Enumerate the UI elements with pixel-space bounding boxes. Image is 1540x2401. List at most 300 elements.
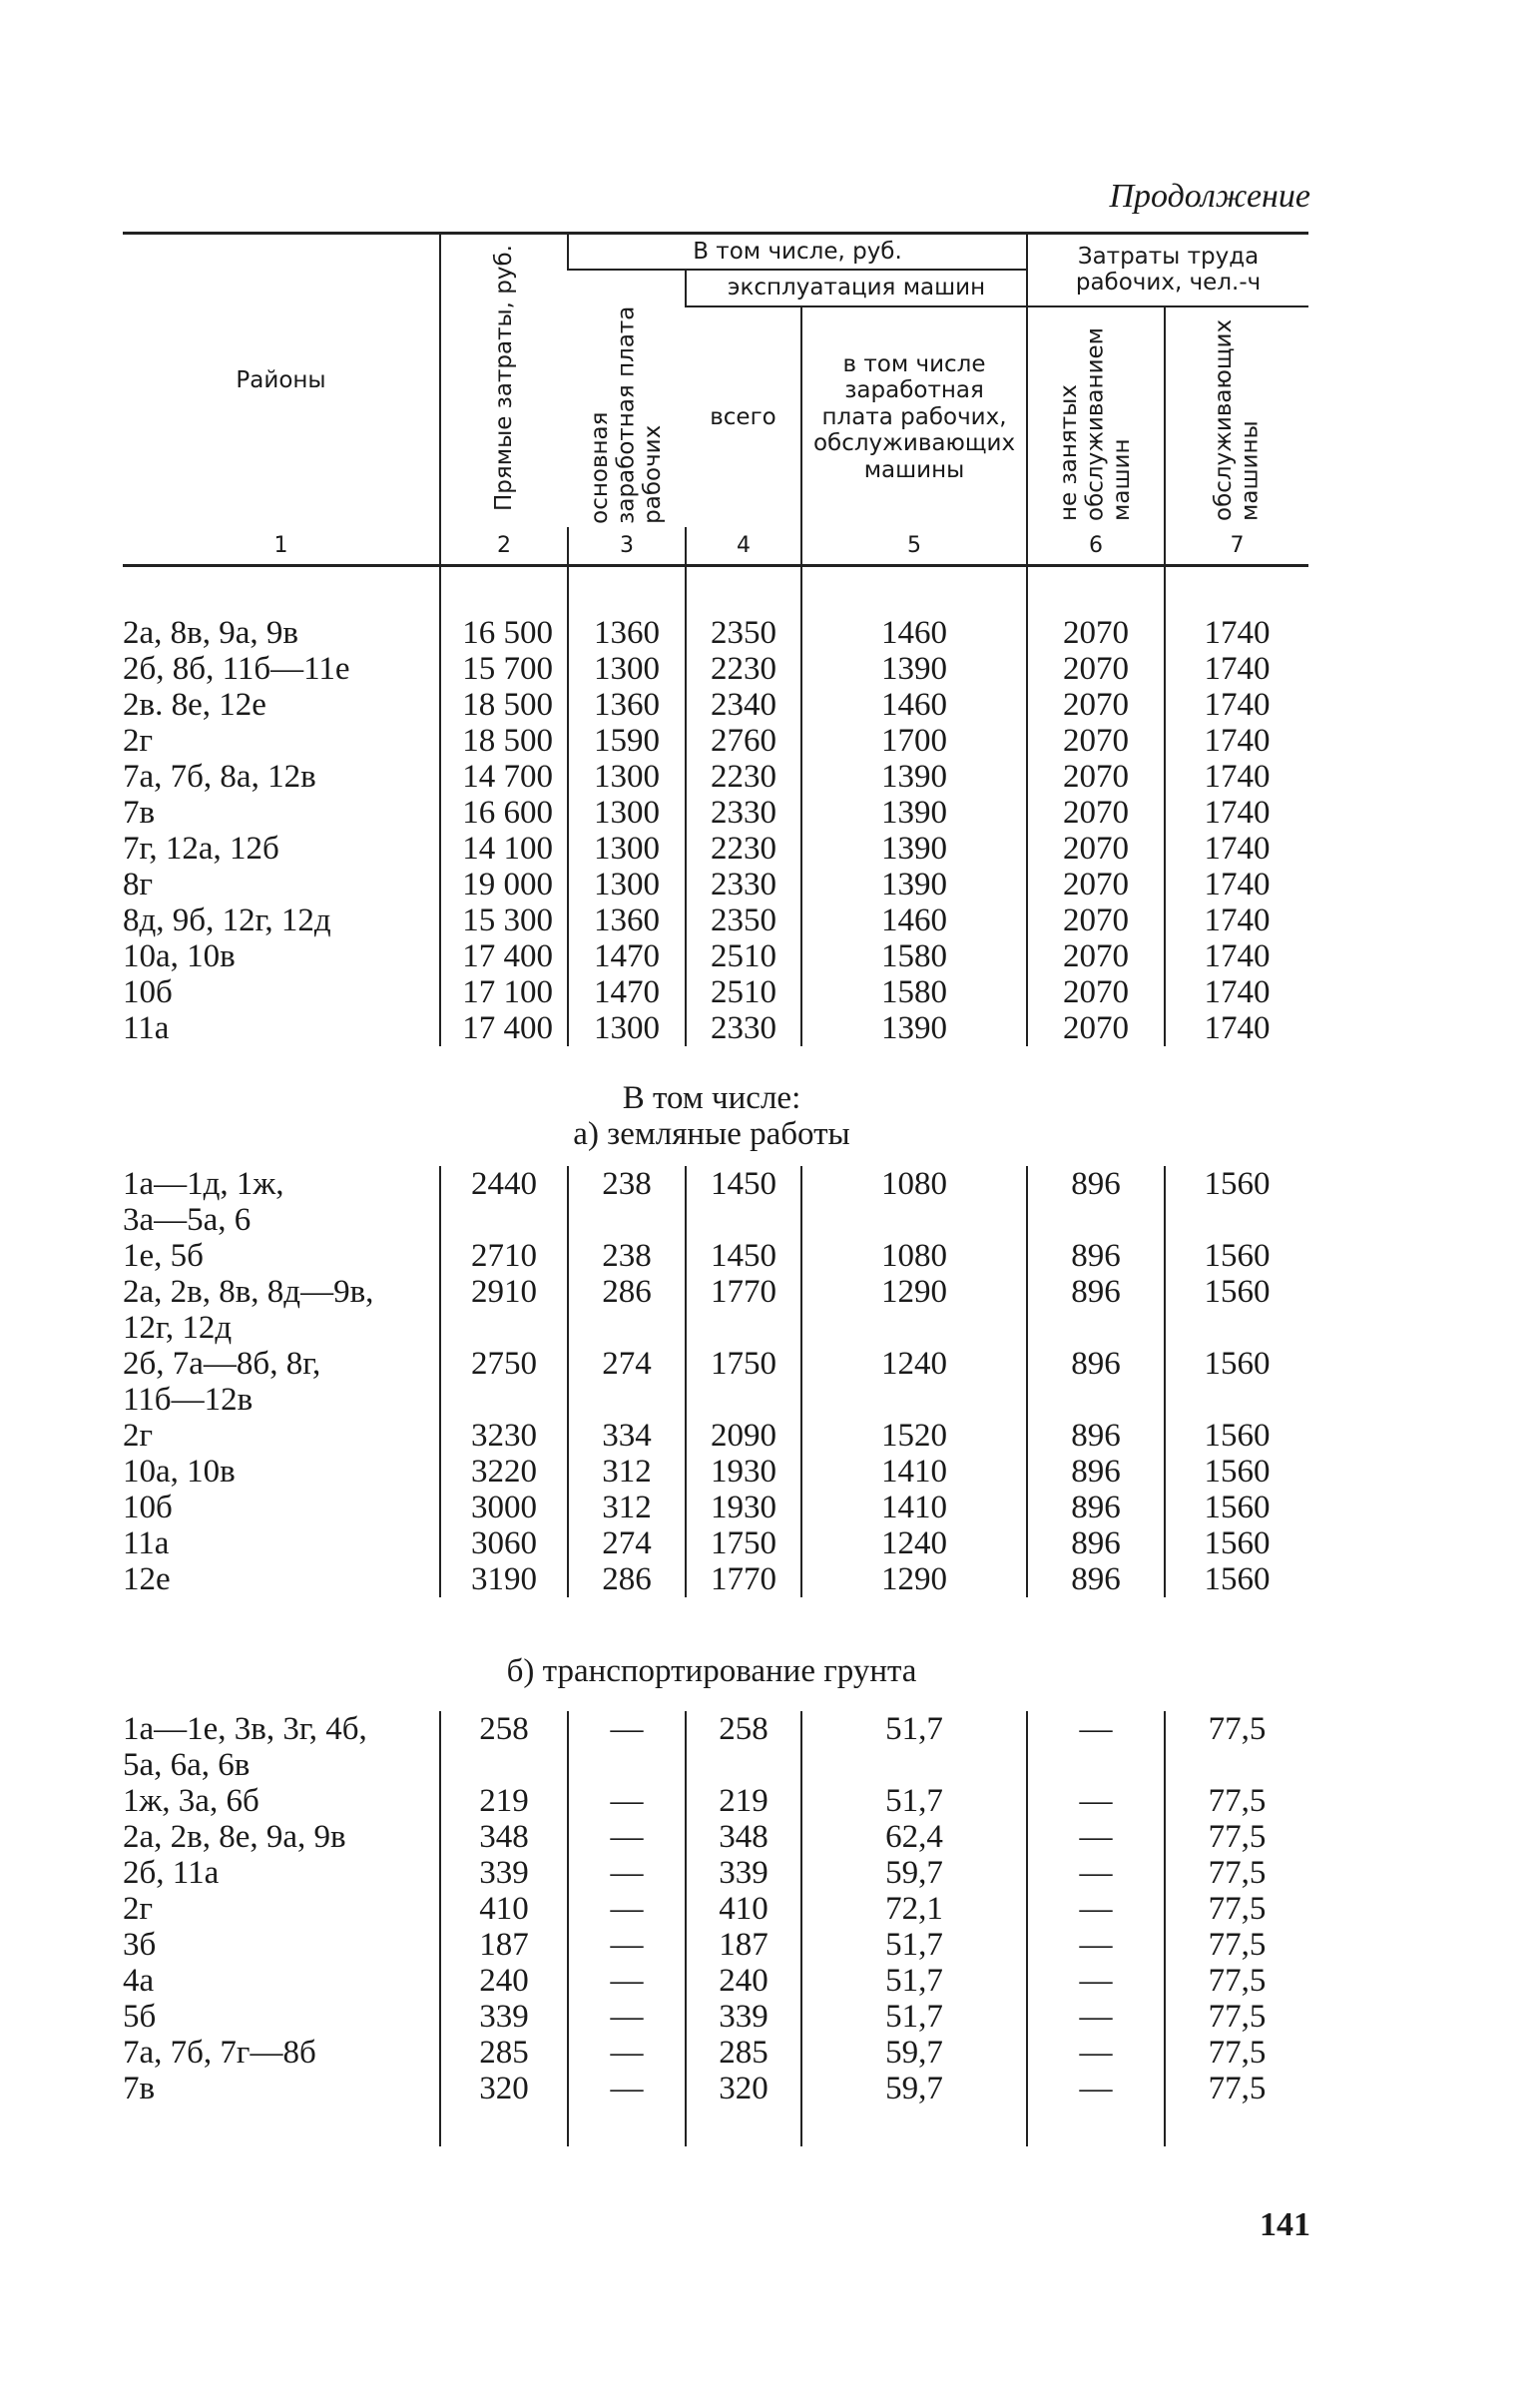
header-vsego: всего xyxy=(710,403,776,430)
cell-value: 17 400 xyxy=(440,1010,568,1046)
cell-value: — xyxy=(568,1783,686,1819)
cell-value: 1770 xyxy=(686,1561,801,1597)
region-name: 2а, 2в, 8в, 8д—9в, xyxy=(123,1274,374,1311)
table-row xyxy=(123,1310,1308,1346)
cell-value xyxy=(1165,1310,1308,1346)
cell-value: 896 xyxy=(1027,1346,1165,1382)
cell-value: 1580 xyxy=(801,974,1027,1010)
cell-value: 238 xyxy=(568,1238,686,1274)
cell-value: 2070 xyxy=(1027,867,1165,902)
cell-value: 1740 xyxy=(1165,759,1308,795)
cell-value: 1240 xyxy=(801,1346,1027,1382)
cell-value: — xyxy=(1027,1711,1165,1747)
cell-value: — xyxy=(1027,1783,1165,1819)
cell-value: 2330 xyxy=(686,867,801,902)
cell-value xyxy=(1027,1747,1165,1783)
cell-value: 1080 xyxy=(801,1238,1027,1274)
cell-value: 59,7 xyxy=(801,2071,1027,2146)
table-row xyxy=(123,1525,1308,1561)
cell-value: 1740 xyxy=(1165,974,1308,1010)
cell-value: 1700 xyxy=(801,723,1027,759)
cell-value: — xyxy=(568,1819,686,1855)
cell-value: 3230 xyxy=(440,1418,568,1454)
region-name: 10б xyxy=(123,1490,173,1526)
region-name: 11а xyxy=(123,1525,170,1562)
region-name: 3а—5а, 6 xyxy=(123,1202,252,1239)
cell-value: 1740 xyxy=(1165,651,1308,687)
table-row xyxy=(123,1561,1308,1597)
cell-value: 2710 xyxy=(440,1238,568,1274)
region-name: 7в xyxy=(123,2071,156,2107)
cell-value: 2090 xyxy=(686,1418,801,1454)
region-name: 7а, 7б, 7г—8б xyxy=(123,2035,316,2072)
cell-value: 51,7 xyxy=(801,1963,1027,1999)
cell-value: 274 xyxy=(568,1346,686,1382)
region-name: 2б, 7а—8б, 8г, xyxy=(123,1346,321,1383)
cell-value: 258 xyxy=(686,1711,801,1747)
cell-value: — xyxy=(568,1855,686,1891)
cell-value: — xyxy=(568,1711,686,1747)
section-caption-row xyxy=(123,1597,1308,1711)
cell-value: 1360 xyxy=(568,687,686,723)
region-name: 8д, 9б, 12г, 12д xyxy=(123,902,331,939)
table-row xyxy=(123,1819,1308,1855)
cell-value: 3060 xyxy=(440,1525,568,1561)
cell-value: 339 xyxy=(686,1855,801,1891)
cell-value: 1560 xyxy=(1165,1490,1308,1525)
cell-value: 320 xyxy=(686,2071,801,2146)
cell-value xyxy=(1165,1202,1308,1238)
cell-value: 1560 xyxy=(1165,1166,1308,1202)
cell-value: 348 xyxy=(440,1819,568,1855)
table-row xyxy=(123,1711,1308,1747)
region-name: 7а, 7б, 8а, 12в xyxy=(123,759,316,796)
cell-value: 17 100 xyxy=(440,974,568,1010)
cell-value: 2070 xyxy=(1027,795,1165,831)
table-row xyxy=(123,1238,1308,1274)
section-caption: а) земляные работы xyxy=(573,1116,850,1153)
header-osnovnaya: основная заработная плата рабочих xyxy=(586,305,666,525)
cell-value: 274 xyxy=(568,1525,686,1561)
region-name: 1а—1д, 1ж, xyxy=(123,1166,284,1203)
table-row xyxy=(123,1927,1308,1963)
cell-value: 238 xyxy=(568,1166,686,1202)
cell-value: 1740 xyxy=(1165,687,1308,723)
table-row xyxy=(123,831,1308,867)
column-number: 7 xyxy=(1165,527,1308,566)
cell-value: — xyxy=(1027,1819,1165,1855)
cell-value: 17 400 xyxy=(440,938,568,974)
table-row xyxy=(123,1454,1308,1490)
continued-label: Продолжение xyxy=(1109,178,1310,215)
cell-value: 16 500 xyxy=(440,615,568,651)
cell-value: 896 xyxy=(1027,1418,1165,1454)
cell-value xyxy=(440,1382,568,1418)
cell-value: 348 xyxy=(686,1819,801,1855)
cell-value: 15 700 xyxy=(440,651,568,687)
table-body xyxy=(123,566,1308,2147)
table-row xyxy=(123,2035,1308,2071)
cell-value: 1740 xyxy=(1165,867,1308,902)
table-row xyxy=(123,902,1308,938)
cell-value: 16 600 xyxy=(440,795,568,831)
cell-value xyxy=(1027,1382,1165,1418)
cell-value: 339 xyxy=(440,1999,568,2035)
cell-value: 2070 xyxy=(1027,651,1165,687)
cell-value: 2330 xyxy=(686,795,801,831)
cell-value: 1390 xyxy=(801,867,1027,902)
cell-value: 77,5 xyxy=(1165,1855,1308,1891)
cell-value: 1770 xyxy=(686,1274,801,1310)
column-number: 3 xyxy=(568,527,686,566)
table-row xyxy=(123,651,1308,687)
column-number: 1 xyxy=(123,527,440,566)
cell-value: 1390 xyxy=(801,651,1027,687)
region-name: 1а—1е, 3в, 3г, 4б, xyxy=(123,1711,367,1748)
cell-value xyxy=(1027,1202,1165,1238)
cell-value: 285 xyxy=(440,2035,568,2071)
table-row xyxy=(123,759,1308,795)
cell-value: 187 xyxy=(686,1927,801,1963)
cell-value: 77,5 xyxy=(1165,1711,1308,1747)
cell-value: 896 xyxy=(1027,1238,1165,1274)
table-row xyxy=(123,723,1308,759)
cell-value: 286 xyxy=(568,1274,686,1310)
cell-value: 51,7 xyxy=(801,1783,1027,1819)
cell-value: 77,5 xyxy=(1165,1999,1308,2035)
cell-value: 1240 xyxy=(801,1525,1027,1561)
cell-value: 1460 xyxy=(801,687,1027,723)
cell-value xyxy=(801,1310,1027,1346)
cell-value: 219 xyxy=(686,1783,801,1819)
cell-value: 2070 xyxy=(1027,687,1165,723)
cell-value: 1300 xyxy=(568,867,686,902)
cell-value: 2330 xyxy=(686,1010,801,1046)
table-row xyxy=(123,1382,1308,1418)
region-name: 8г xyxy=(123,867,154,903)
cell-value: 1390 xyxy=(801,1010,1027,1046)
cell-value: 2760 xyxy=(686,723,801,759)
table-row xyxy=(123,1963,1308,1999)
cell-value: 1360 xyxy=(568,615,686,651)
cell-value xyxy=(440,1747,568,1783)
cell-value: 2070 xyxy=(1027,759,1165,795)
cell-value: 896 xyxy=(1027,1274,1165,1310)
table-row xyxy=(123,1274,1308,1310)
cell-value: 1740 xyxy=(1165,723,1308,759)
cell-value: 2350 xyxy=(686,902,801,938)
column-number: 6 xyxy=(1027,527,1165,566)
region-name: 7в xyxy=(123,795,156,832)
cell-value xyxy=(568,1202,686,1238)
cell-value: 258 xyxy=(440,1711,568,1747)
cell-value: 2910 xyxy=(440,1274,568,1310)
column-number: 5 xyxy=(801,527,1027,566)
cell-value: — xyxy=(568,2035,686,2071)
cell-value: 77,5 xyxy=(1165,1891,1308,1927)
region-name: 2в. 8е, 12е xyxy=(123,687,266,724)
cell-value: 2070 xyxy=(1027,938,1165,974)
region-name: 11б—12в xyxy=(123,1382,254,1419)
cell-value: — xyxy=(1027,1891,1165,1927)
cell-value: 1300 xyxy=(568,831,686,867)
region-name: 10а, 10в xyxy=(123,938,236,975)
cell-value: 1560 xyxy=(1165,1346,1308,1382)
region-name: 4а xyxy=(123,1963,155,2000)
cell-value: 410 xyxy=(686,1891,801,1927)
section-caption: В том числе: xyxy=(622,1080,801,1117)
region-name: 2г xyxy=(123,1418,154,1455)
cell-value: 2440 xyxy=(440,1166,568,1202)
cell-value: 1390 xyxy=(801,795,1027,831)
cell-value: 1410 xyxy=(801,1454,1027,1490)
cell-value: 286 xyxy=(568,1561,686,1597)
cell-value xyxy=(1165,1747,1308,1783)
cell-value: 59,7 xyxy=(801,1855,1027,1891)
cell-value: 2750 xyxy=(440,1346,568,1382)
cell-value: 1560 xyxy=(1165,1525,1308,1561)
cell-value: — xyxy=(568,2071,686,2146)
cell-value: 14 700 xyxy=(440,759,568,795)
cell-value: — xyxy=(568,1963,686,1999)
cell-value: 72,1 xyxy=(801,1891,1027,1927)
region-name: 11а xyxy=(123,1010,170,1047)
cell-value: 1930 xyxy=(686,1454,801,1490)
cell-value: — xyxy=(1027,1927,1165,1963)
cell-value: 1740 xyxy=(1165,615,1308,651)
cell-value: 1360 xyxy=(568,902,686,938)
region-name: 12г, 12д xyxy=(123,1310,233,1347)
section-caption: б) транспортирование грунта xyxy=(506,1653,917,1690)
cell-value: 1580 xyxy=(801,938,1027,974)
cell-value: 77,5 xyxy=(1165,2071,1308,2146)
table-row xyxy=(123,1783,1308,1819)
region-name: 2б, 11а xyxy=(123,1855,220,1892)
cell-value: 1450 xyxy=(686,1166,801,1202)
cell-value: 312 xyxy=(568,1490,686,1525)
column-number: 4 xyxy=(686,527,801,566)
cell-value: 1740 xyxy=(1165,902,1308,938)
cell-value: 77,5 xyxy=(1165,1819,1308,1855)
cost-table-container xyxy=(123,232,1308,2146)
column-numbers-row xyxy=(123,527,1308,566)
region-name: 1ж, 3а, 6б xyxy=(123,1783,259,1820)
cell-value: 2350 xyxy=(686,615,801,651)
cell-value: 15 300 xyxy=(440,902,568,938)
cell-value: 1520 xyxy=(801,1418,1027,1454)
region-name: 5б xyxy=(123,1999,157,2036)
cell-value: 51,7 xyxy=(801,1927,1027,1963)
table-row xyxy=(123,795,1308,831)
cell-value: — xyxy=(1027,1855,1165,1891)
cost-table xyxy=(123,232,1308,2146)
cell-value: 59,7 xyxy=(801,2035,1027,2071)
cell-value: 62,4 xyxy=(801,1819,1027,1855)
cell-value: 1080 xyxy=(801,1166,1027,1202)
region-name: 2г xyxy=(123,723,154,760)
cell-value: 2070 xyxy=(1027,1010,1165,1046)
cell-value: 1930 xyxy=(686,1490,801,1525)
cell-value: 1390 xyxy=(801,831,1027,867)
cell-value: 1300 xyxy=(568,651,686,687)
table-row xyxy=(123,938,1308,974)
header-ne-zanyatyh: не занятых обслуживанием машин xyxy=(1027,306,1165,527)
cell-value: 1300 xyxy=(568,759,686,795)
cell-value: 2230 xyxy=(686,759,801,795)
cell-value xyxy=(801,1382,1027,1418)
cell-value: 1450 xyxy=(686,1238,801,1274)
cell-value: 240 xyxy=(440,1963,568,1999)
cell-value: 285 xyxy=(686,2035,801,2071)
cell-value: 1750 xyxy=(686,1525,801,1561)
cell-value xyxy=(801,1747,1027,1783)
region-name: 7г, 12а, 12б xyxy=(123,831,279,868)
cell-value: 2230 xyxy=(686,831,801,867)
table-row xyxy=(123,1891,1308,1927)
table-row xyxy=(123,1010,1308,1046)
cell-value: 1560 xyxy=(1165,1561,1308,1597)
cell-value xyxy=(801,1202,1027,1238)
cell-value: 1590 xyxy=(568,723,686,759)
region-name: 12е xyxy=(123,1561,171,1598)
cell-value: 1740 xyxy=(1165,938,1308,974)
cell-value: 339 xyxy=(686,1999,801,2035)
header-zp-mashin: в том числе заработная плата рабочих, обслуживающих машины xyxy=(801,306,1027,527)
cell-value: 1390 xyxy=(801,759,1027,795)
cell-value xyxy=(568,1310,686,1346)
cell-value: 2070 xyxy=(1027,723,1165,759)
table-row xyxy=(123,867,1308,902)
cell-value: 2510 xyxy=(686,938,801,974)
cell-value: 3000 xyxy=(440,1490,568,1525)
cell-value: 410 xyxy=(440,1891,568,1927)
cell-value: 19 000 xyxy=(440,867,568,902)
cell-value: 1470 xyxy=(568,974,686,1010)
cell-value: 1460 xyxy=(801,902,1027,938)
cell-value xyxy=(1165,1382,1308,1418)
cell-value: 2070 xyxy=(1027,974,1165,1010)
cell-value: 1560 xyxy=(1165,1454,1308,1490)
cell-value xyxy=(686,1747,801,1783)
cell-value xyxy=(568,1747,686,1783)
cell-value: 896 xyxy=(1027,1525,1165,1561)
table-row xyxy=(123,1346,1308,1382)
table-row xyxy=(123,2071,1308,2146)
cell-value: 1290 xyxy=(801,1561,1027,1597)
table-row xyxy=(123,1166,1308,1202)
table-row xyxy=(123,615,1308,651)
table-row xyxy=(123,1855,1308,1891)
cell-value: 1560 xyxy=(1165,1418,1308,1454)
cell-value: 3220 xyxy=(440,1454,568,1490)
cell-value: 339 xyxy=(440,1855,568,1891)
region-name: 1е, 5б xyxy=(123,1238,204,1275)
cell-value: — xyxy=(568,1891,686,1927)
region-name: 3б xyxy=(123,1927,157,1964)
cell-value xyxy=(686,1382,801,1418)
cell-value xyxy=(440,1202,568,1238)
region-name: 2а, 2в, 8е, 9а, 9в xyxy=(123,1819,346,1856)
header-pryamye: Прямые затраты, руб. xyxy=(440,234,568,528)
header-obsluzhivayushih: обслуживающих машины xyxy=(1165,306,1308,527)
table-row xyxy=(123,1490,1308,1525)
cell-value: 1290 xyxy=(801,1274,1027,1310)
cell-value: 18 500 xyxy=(440,687,568,723)
cell-value: 240 xyxy=(686,1963,801,1999)
cell-value: 1560 xyxy=(1165,1238,1308,1274)
table-row xyxy=(123,1999,1308,2035)
table-row xyxy=(123,974,1308,1010)
cell-value xyxy=(440,1310,568,1346)
cell-value: 2070 xyxy=(1027,615,1165,651)
cell-value: 219 xyxy=(440,1783,568,1819)
header-v-tom-chisle: В том числе, руб. xyxy=(568,234,1027,271)
cell-value: 2230 xyxy=(686,651,801,687)
column-number: 2 xyxy=(440,527,568,566)
cell-value: 1750 xyxy=(686,1346,801,1382)
cell-value: — xyxy=(1027,2071,1165,2146)
cell-value: 77,5 xyxy=(1165,1783,1308,1819)
cell-value xyxy=(686,1202,801,1238)
header-zatraty-truda: Затраты труда рабочих, чел.-ч xyxy=(1027,234,1308,306)
cell-value xyxy=(568,1382,686,1418)
cell-value: 312 xyxy=(568,1454,686,1490)
cell-value: — xyxy=(1027,1999,1165,2035)
cell-value: 77,5 xyxy=(1165,1927,1308,1963)
cell-value: 2340 xyxy=(686,687,801,723)
cell-value: 1740 xyxy=(1165,1010,1308,1046)
region-name: 10а, 10в xyxy=(123,1454,236,1491)
region-name: 2б, 8б, 11б—11е xyxy=(123,651,350,688)
cell-value: 896 xyxy=(1027,1454,1165,1490)
cell-value: — xyxy=(1027,1963,1165,1999)
cell-value: 334 xyxy=(568,1418,686,1454)
region-name: 10б xyxy=(123,974,173,1011)
cell-value: 1470 xyxy=(568,938,686,974)
cell-value: 896 xyxy=(1027,1490,1165,1525)
cell-value: 14 100 xyxy=(440,831,568,867)
spacer-row xyxy=(123,566,1308,616)
cell-value: 1460 xyxy=(801,615,1027,651)
cell-value xyxy=(686,1310,801,1346)
table-row xyxy=(123,1747,1308,1783)
cell-value: 77,5 xyxy=(1165,2035,1308,2071)
header-rayony: Районы xyxy=(123,234,440,528)
region-name: 5а, 6а, 6в xyxy=(123,1747,251,1784)
cell-value: 2070 xyxy=(1027,831,1165,867)
section-caption-row xyxy=(123,1046,1308,1116)
cell-value: 896 xyxy=(1027,1561,1165,1597)
cell-value: 1410 xyxy=(801,1490,1027,1525)
cell-value: 1300 xyxy=(568,795,686,831)
page-number: 141 xyxy=(1260,2206,1310,2243)
cell-value: 896 xyxy=(1027,1166,1165,1202)
cell-value: 51,7 xyxy=(801,1999,1027,2035)
cell-value: 18 500 xyxy=(440,723,568,759)
cell-value: 1740 xyxy=(1165,795,1308,831)
cell-value: — xyxy=(1027,2035,1165,2071)
cell-value: 77,5 xyxy=(1165,1963,1308,1999)
table-row xyxy=(123,1202,1308,1238)
region-name: 2г xyxy=(123,1891,154,1928)
cell-value: 51,7 xyxy=(801,1711,1027,1747)
cell-value: — xyxy=(568,1927,686,1963)
cell-value: 187 xyxy=(440,1927,568,1963)
header-ekspluataciya: эксплуатация машин xyxy=(686,270,1027,305)
cell-value: 320 xyxy=(440,2071,568,2146)
cell-value: — xyxy=(568,1999,686,2035)
cell-value: 1740 xyxy=(1165,831,1308,867)
